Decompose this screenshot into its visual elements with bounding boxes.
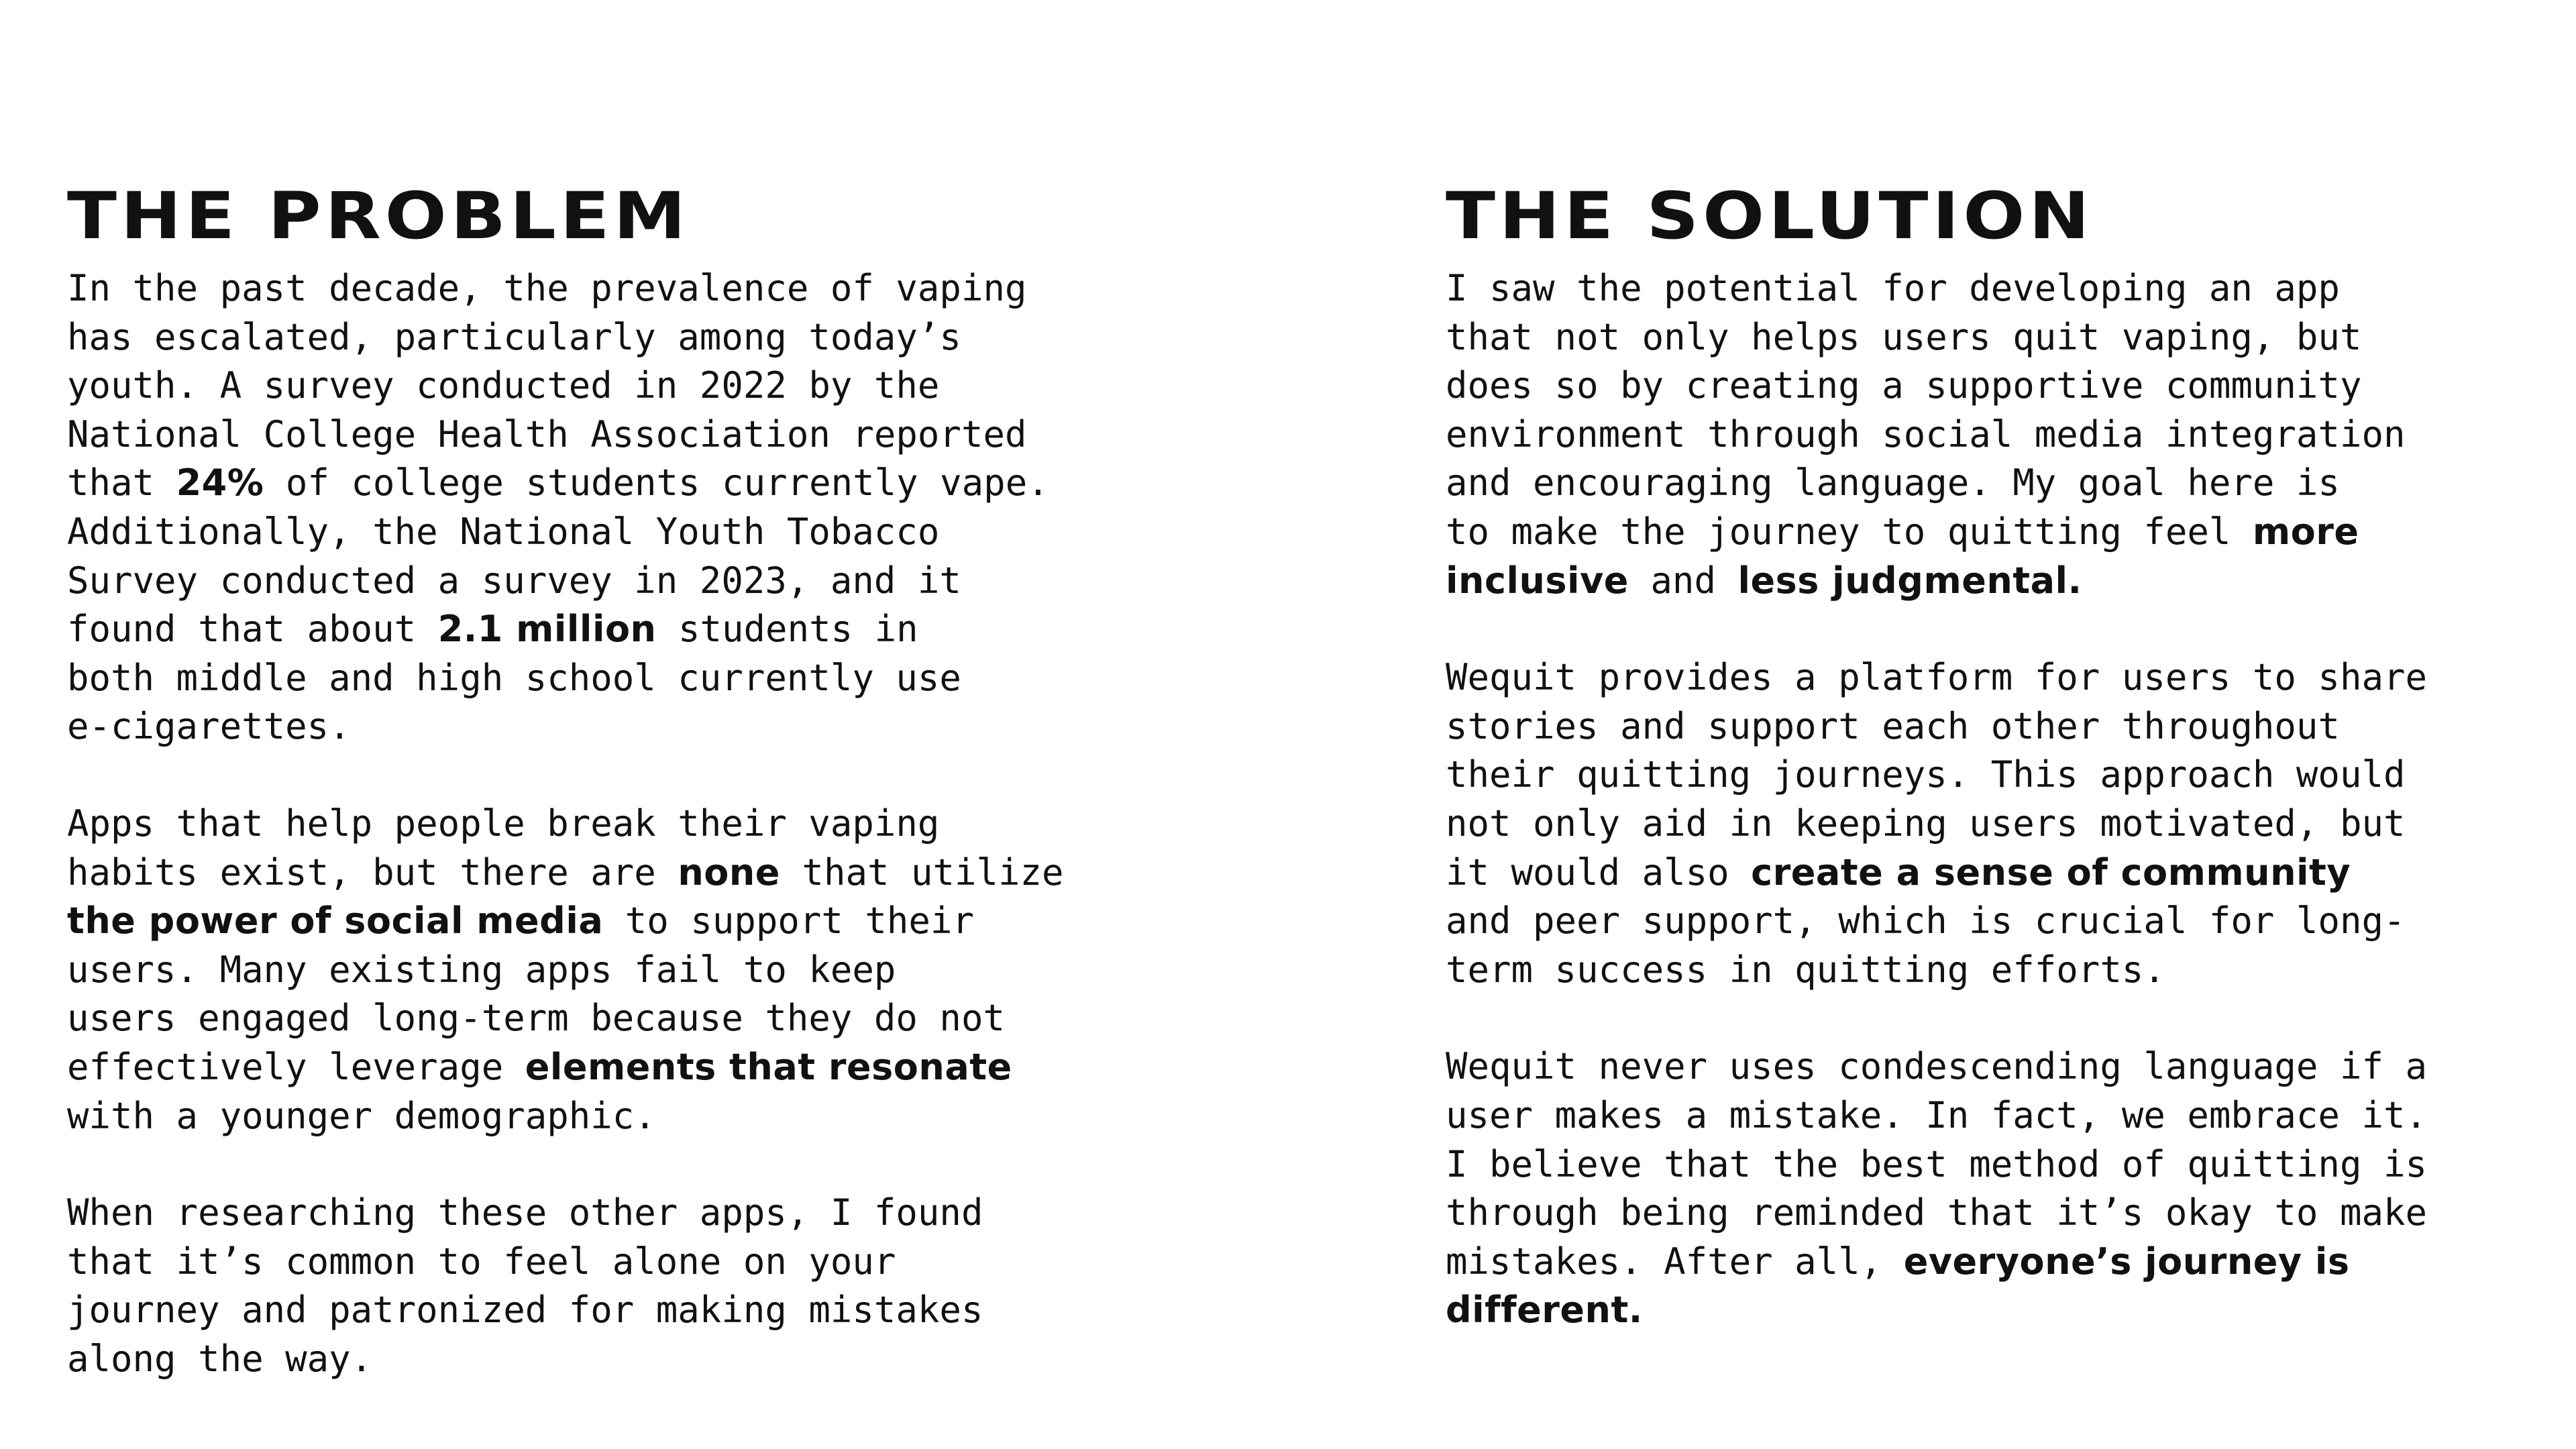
text-line bbox=[1446, 508, 2546, 557]
text-line bbox=[67, 605, 1342, 654]
text-line: through being reminded that it’s okay to make bbox=[1446, 1191, 2427, 1234]
text-run: to make the journey to quitting feel bbox=[1446, 510, 2253, 553]
highlight-statistic: 2.1 million bbox=[437, 608, 657, 651]
text-line: youth. A survey conducted in 2022 by the bbox=[67, 364, 940, 407]
text-line bbox=[67, 459, 1342, 508]
highlight-phrase: everyone’s journey is bbox=[1903, 1240, 2350, 1283]
problem-paragraph-3 bbox=[67, 1189, 1342, 1383]
text-line: user makes a mistake. In fact, we embrace it. bbox=[1446, 1093, 2427, 1136]
solution-title: THE SOLUTION bbox=[1446, 178, 2094, 254]
text-line: and peer support, which is crucial for long- bbox=[1446, 900, 2406, 943]
text-line bbox=[67, 1043, 1342, 1092]
problem-paragraph-2 bbox=[67, 800, 1342, 1140]
text-line: both middle and high school currently use bbox=[67, 656, 961, 699]
solution-section bbox=[1446, 178, 2546, 1383]
highlight-phrase: different. bbox=[1446, 1289, 1643, 1332]
text-run: effectively leverage bbox=[67, 1045, 525, 1088]
text-line bbox=[1446, 849, 2546, 898]
text-line: with a younger demographic. bbox=[67, 1094, 656, 1137]
text-line bbox=[1446, 1286, 2546, 1335]
highlight-phrase: none bbox=[678, 851, 780, 894]
text-line: term success in quitting efforts. bbox=[1446, 948, 2165, 991]
text-line: When researching these other apps, I found bbox=[67, 1191, 983, 1234]
solution-paragraph-3 bbox=[1446, 1042, 2546, 1335]
text-line: Wequit never uses condescending language if a bbox=[1446, 1045, 2427, 1088]
text-line: In the past decade, the prevalence of vaping bbox=[67, 267, 1027, 309]
text-line: e-cigarettes. bbox=[67, 705, 351, 748]
text-line: users. Many existing apps fail to keep bbox=[67, 948, 896, 991]
text-line: along the way. bbox=[67, 1337, 373, 1380]
text-line: that not only helps users quit vaping, but bbox=[1446, 315, 2362, 358]
text-run: that bbox=[67, 462, 176, 504]
text-line: users engaged long-term because they do not bbox=[67, 997, 1005, 1040]
text-run: that utilize bbox=[780, 851, 1064, 894]
text-line: I saw the potential for developing an app bbox=[1446, 267, 2340, 309]
highlight-phrase: more bbox=[2252, 510, 2359, 553]
text-line bbox=[1446, 1238, 2546, 1287]
text-line: and encouraging language. My goal here is bbox=[1446, 462, 2340, 504]
highlight-phrase: less judgmental. bbox=[1737, 559, 2082, 602]
problem-title: THE PROBLEM bbox=[67, 178, 690, 254]
text-run: of college students currently vape. bbox=[264, 462, 1049, 504]
text-line: National College Health Association reported bbox=[67, 413, 1027, 455]
text-line: Additionally, the National Youth Tobacco bbox=[67, 510, 940, 553]
highlight-phrase: create a sense of community bbox=[1751, 851, 2351, 894]
text-line: does so by creating a supportive community bbox=[1446, 364, 2362, 407]
text-line: that it’s common to feel alone on your bbox=[67, 1240, 896, 1283]
text-line: Survey conducted a survey in 2023, and it bbox=[67, 559, 961, 602]
solution-paragraph-1 bbox=[1446, 264, 2546, 605]
text-line bbox=[1446, 557, 2546, 606]
text-line: Apps that help people break their vaping bbox=[67, 802, 940, 845]
text-run: it would also bbox=[1446, 851, 1752, 894]
text-run: habits exist, but there are bbox=[67, 851, 678, 894]
problem-paragraph-1 bbox=[67, 264, 1342, 751]
text-line bbox=[67, 897, 1342, 946]
solution-paragraph-2 bbox=[1446, 653, 2546, 994]
highlight-phrase: the power of social media bbox=[67, 900, 604, 943]
highlight-phrase: elements that resonate bbox=[525, 1045, 1012, 1088]
text-line: has escalated, particularly among today’s bbox=[67, 315, 961, 358]
text-line: not only aid in keeping users motivated, but bbox=[1446, 802, 2406, 845]
highlight-statistic: 24% bbox=[176, 462, 264, 504]
text-run: students in bbox=[656, 608, 918, 651]
text-line: their quitting journeys. This approach would bbox=[1446, 753, 2406, 796]
text-run: to support their bbox=[603, 900, 974, 943]
problem-section bbox=[67, 178, 1342, 1432]
text-line: Wequit provides a platform for users to share bbox=[1446, 656, 2427, 699]
text-line: stories and support each other throughout bbox=[1446, 704, 2340, 747]
text-line: environment through social media integration bbox=[1446, 413, 2406, 455]
text-line: journey and patronized for making mistakes bbox=[67, 1289, 983, 1332]
text-run: found that about bbox=[67, 608, 438, 651]
text-line bbox=[67, 849, 1342, 898]
text-run: and bbox=[1628, 559, 1738, 602]
text-run: mistakes. After all, bbox=[1446, 1240, 1904, 1283]
text-line: I believe that the best method of quitting is bbox=[1446, 1142, 2427, 1185]
highlight-phrase: inclusive bbox=[1446, 559, 1629, 602]
